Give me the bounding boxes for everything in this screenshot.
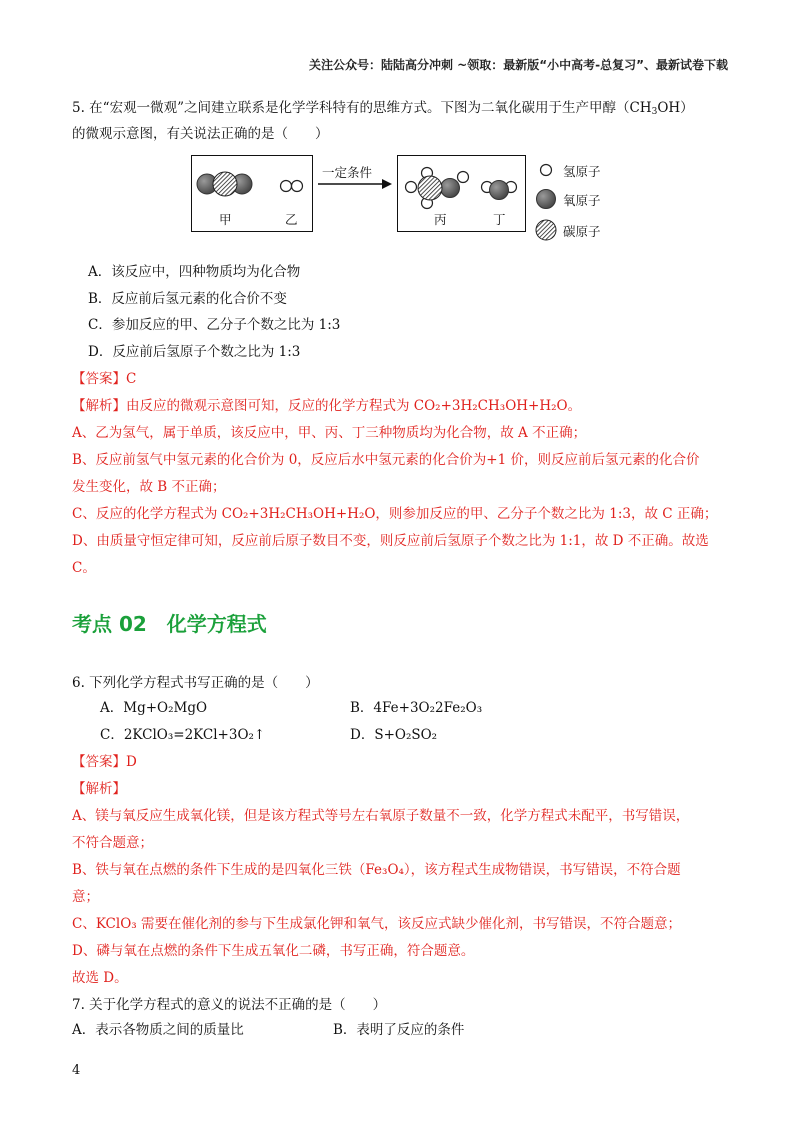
q5-stem-text: 5. 在“宏观一微观”之间建立联系是化学学科特有的思维方式。下图为二氧化碳用于生产甲醇（CH (72, 100, 652, 116)
q5-analysis-line: B、反应前氢气中氢元素的化合价为 0，反应后水中氢元素的化合价为+1 价，则反应前后氢元素的化合价 (72, 452, 700, 468)
q6-analysis-line: 不符合题意； (72, 835, 153, 851)
page-number: 4 (72, 1063, 81, 1078)
q6-analysis-line: D、磷与氧在点燃的条件下生成五氧化二磷，书写正确，符合题意。 (72, 943, 475, 959)
section-heading: 考点 02 化学方程式 (72, 612, 267, 636)
q5-analysis-line: A、乙为氢气，属于单质，该反应中，甲、丙、丁三种物质均为化合物，故 A 不正确； (72, 425, 587, 441)
label-bing: 丙 (434, 212, 447, 227)
q6-option-d: D．S+O₂SO₂ (350, 727, 438, 743)
water-molecule (482, 181, 517, 200)
q7-option-a: A．表示各物质之间的质量比 (72, 1022, 244, 1038)
q6-option-a: A．Mg+O₂MgO (100, 700, 208, 716)
q5-option-c: C．参加反应的甲、乙分子个数之比为 1:3 (88, 317, 341, 333)
q7-option-b: B．表明了反应的条件 (333, 1022, 465, 1038)
q6-analysis-line: B、铁与氧在点燃的条件下生成的是四氧化三铁（Fe₃O₄），该方程式生成物错误，书写错误，不符合题 (72, 862, 681, 878)
q5-analysis-line: C。 (72, 560, 96, 576)
diagram-graphics (0, 0, 800, 260)
q5-analysis-line: 【解析】由反应的微观示意图可知，反应的化学方程式为 CO₂+3H₂CH₃OH+H₂O。 (72, 398, 582, 414)
arrow-label: 一定条件 (322, 165, 373, 180)
label-jia: 甲 (219, 212, 232, 227)
q5-stem-end: OH） (657, 100, 694, 116)
methanol-molecule (406, 168, 469, 209)
q5-option-d: D．反应前后氢原子个数之比为 1:3 (88, 344, 301, 360)
q5-stem-line2: 的微观示意图，有关说法正确的是（ ） (72, 126, 329, 142)
q5-analysis-line: C、反应的化学方程式为 CO₂+3H₂CH₃OH+H₂O，则参加反应的甲、乙分子个数之比为 1:3，故 C 正确； (72, 506, 718, 522)
q6-answer: 【答案】D (72, 754, 137, 770)
q6-option-b: B．4Fe+3O₂2Fe₂O₃ (350, 700, 483, 716)
q6-analysis-line: C、KClO₃ 需要在催化剂的参与下生成氯化钾和氧气，该反应式缺少催化剂，书写错误，不符合题意； (72, 916, 681, 932)
q5-stem-sub: 3 (651, 107, 658, 117)
legend-h: 氢原子 (563, 164, 601, 179)
q6-stem: 6. 下列化学方程式书写正确的是（ ） (72, 675, 319, 691)
q5-option-b: B．反应前后氢元素的化合价不变 (88, 291, 287, 307)
q5-analysis-line: D、由质量守恒定律可知，反应前后原子数目不变，则反应前后氢原子个数之比为 1:1，故 D 不正确。故选 (72, 533, 709, 549)
h2-molecule (281, 181, 303, 192)
q7-stem: 7. 关于化学方程式的意义的说法不正确的是（ ） (72, 997, 387, 1013)
q6-option-c: C．2KClO₃=2KCl+3O₂↑ (100, 727, 266, 743)
q5-answer: 【答案】C (72, 371, 137, 387)
label-ding: 丁 (493, 212, 506, 227)
legend-c: 碳原子 (563, 224, 601, 239)
q6-analysis-title: 【解析】 (72, 781, 126, 797)
q6-conclusion: 故选 D。 (72, 970, 128, 986)
label-yi: 乙 (285, 212, 298, 227)
q5-analysis-line: 发生变化，故 B 不正确； (72, 479, 226, 495)
q6-analysis-line: A、镁与氧反应生成氧化镁，但是该方程式等号左右氧原子数量不一致，化学方程式未配平，书写错误， (72, 808, 690, 824)
legend-o: 氧原子 (563, 193, 601, 208)
q5-option-a: A．该反应中，四种物质均为化合物 (88, 264, 301, 280)
co2-molecule (197, 172, 252, 196)
legend-symbols (536, 165, 556, 241)
page-header: 关注公众号：陆陆高分冲刺 ~领取：最新版“小中高考-总复习”、最新试卷下载 (309, 58, 728, 72)
q6-analysis-line: 意； (72, 889, 99, 905)
